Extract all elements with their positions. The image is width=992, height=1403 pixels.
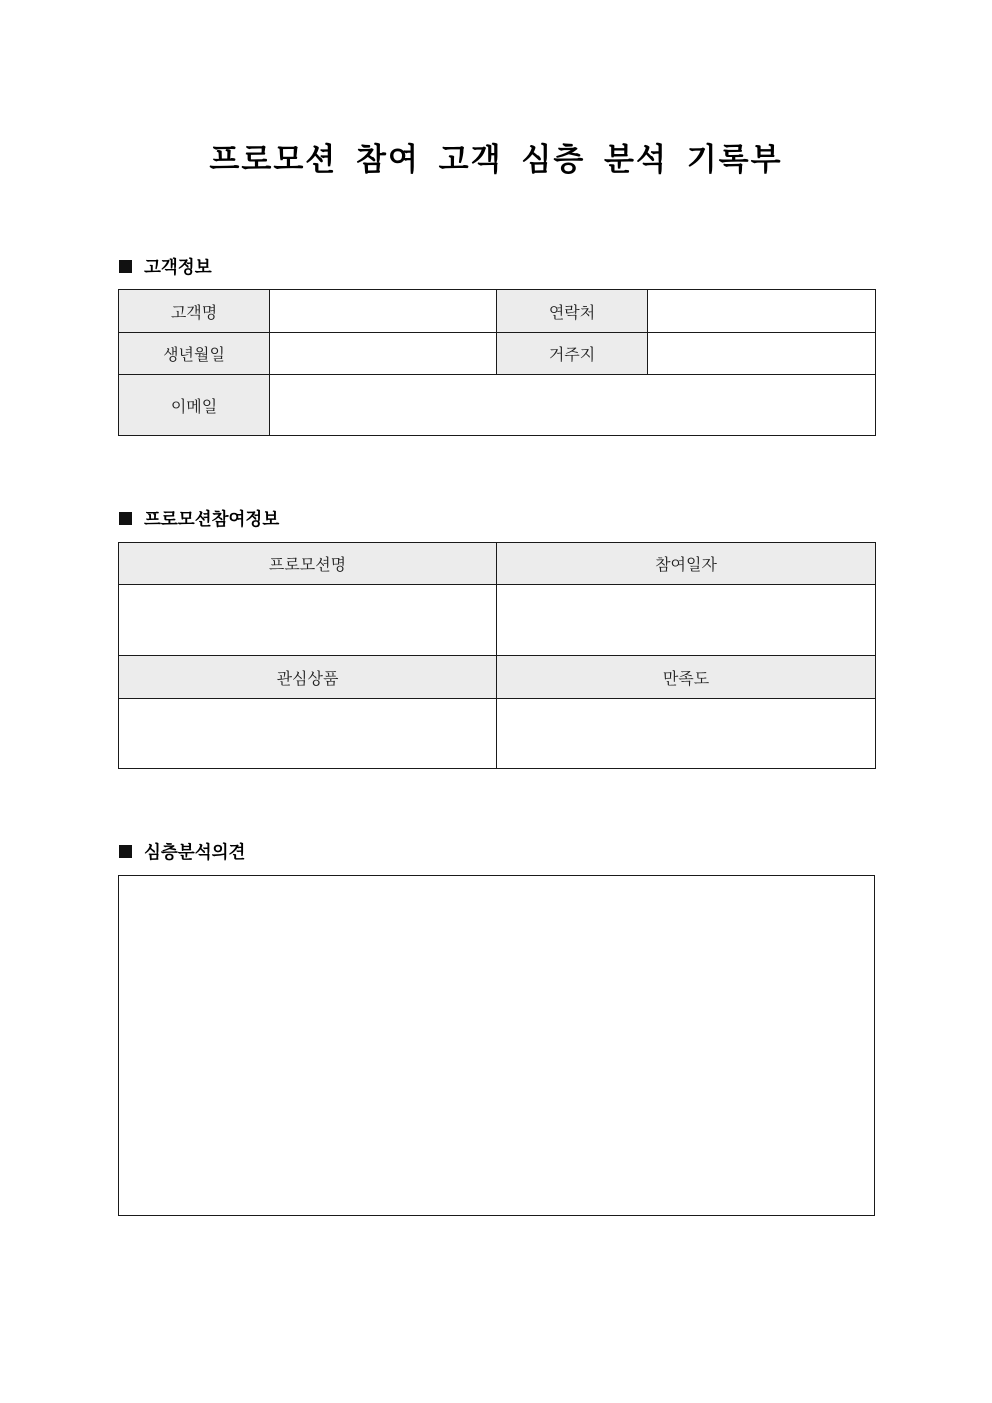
promotion-info-table: [118, 542, 876, 769]
contact-field[interactable]: [648, 290, 876, 333]
email-label: 이메일: [119, 375, 270, 436]
satisfaction-header: 만족도: [497, 656, 876, 699]
table-row: [119, 543, 876, 585]
birthdate-label: 생년월일: [119, 333, 270, 375]
residence-field[interactable]: [648, 333, 876, 375]
section-heading-label: 심층분석의견: [144, 843, 246, 863]
table-row: [119, 699, 876, 769]
square-bullet-icon: [119, 512, 132, 525]
satisfaction-field[interactable]: [497, 699, 876, 769]
table-row: [119, 333, 876, 375]
section-heading-customer-info: [119, 254, 212, 279]
page-title: 프로모션 참여 고객 심층 분석 기록부: [209, 142, 783, 178]
email-field[interactable]: [270, 375, 876, 436]
interested-product-header: 관심상품: [119, 656, 497, 699]
section-heading-analysis-opinion: [119, 839, 245, 864]
contact-label: 연락처: [497, 290, 648, 333]
section-heading-promotion-info: [119, 506, 279, 531]
table-row: [119, 585, 876, 656]
table-row: [119, 375, 876, 436]
interested-product-field[interactable]: [119, 699, 497, 769]
participation-date-field[interactable]: [497, 585, 876, 656]
square-bullet-icon: [119, 260, 132, 273]
analysis-opinion-field[interactable]: [118, 875, 875, 1216]
birthdate-field[interactable]: [270, 333, 497, 375]
table-row: [119, 656, 876, 699]
section-heading-label: 프로모션참여정보: [144, 510, 280, 530]
participation-date-header: 참여일자: [497, 543, 876, 585]
promotion-name-header: 프로모션명: [119, 543, 497, 585]
promotion-name-field[interactable]: [119, 585, 497, 656]
square-bullet-icon: [119, 845, 132, 858]
customer-info-table: [118, 289, 876, 436]
customer-name-label: 고객명: [119, 290, 270, 333]
section-heading-label: 고객정보: [144, 258, 212, 278]
residence-label: 거주지: [497, 333, 648, 375]
customer-name-field[interactable]: [270, 290, 497, 333]
table-row: [119, 290, 876, 333]
